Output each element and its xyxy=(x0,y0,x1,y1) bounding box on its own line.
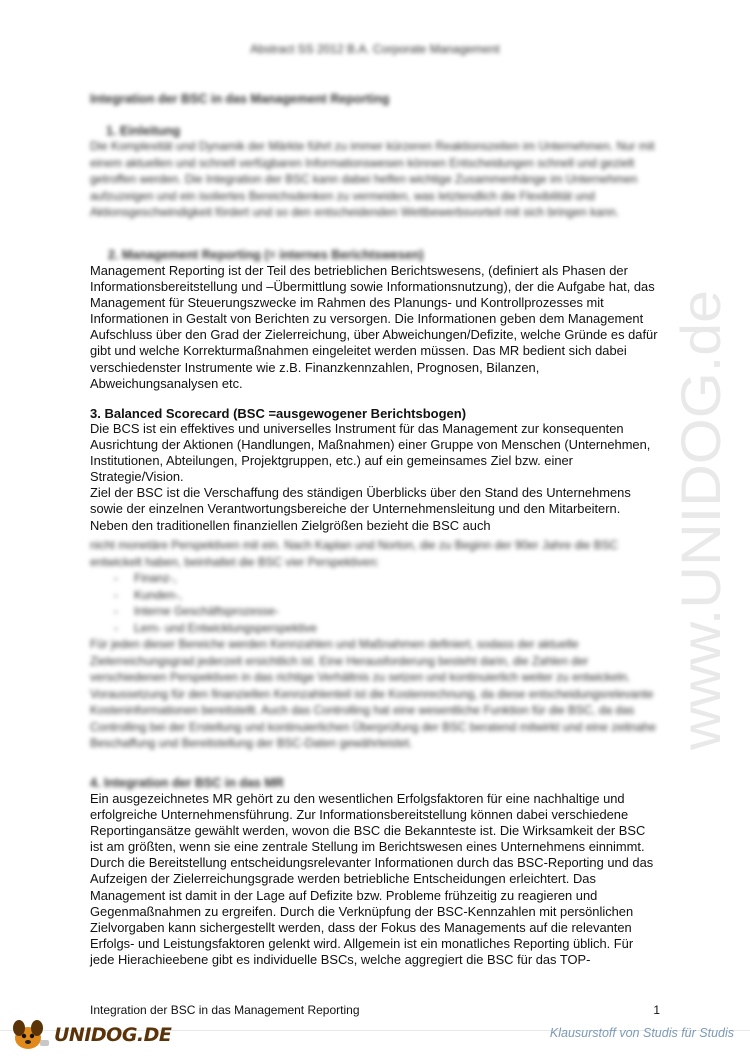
perspectives-intro: nicht monetäre Perspektiven mit ein. Nach Kaplan und Norton, die zu Beginn der 90er Jahre die BSC entwickelt haben, beinhaltet die BSC vier Perspektiven: xyxy=(90,538,618,569)
section-balanced-scorecard xyxy=(90,406,660,534)
section-management-reporting xyxy=(90,248,660,392)
section-heading: 1. Einleitung xyxy=(106,124,181,138)
document-title: Integration der BSC in das Management Reporting xyxy=(90,92,390,106)
section-heading: 4. Integration der BSC in das MR xyxy=(90,776,284,790)
watermark xyxy=(662,280,742,750)
section-body: Ein ausgezeichnetes MR gehört zu den wesentlichen Erfolgsfaktoren für eine nachhaltige und erfolgreiche Unternehmensführung. Zur Informationsbereitstellung können dabei verschiedene Reportingansätze gewählt werden, wovon die BSC die Bekannteste ist. Die Wirksamkeit der BSC ist am größten, wenn sie eine zentrale Stellung im Berichtswesen eines Unternehmens einnimmt. Durch die Bereitstellung entscheidungsrelevanter Informationen durch das BSC-Reporting und das Aufzeigen der Zielerreichungsgrade werden betriebliche Entscheidungen erleichtert. Das Management ist damit in der Lage auf Defizite bzw. Probleme frühzeitig zu reagieren und Gegenmaßnahmen zu ergreifen. Durch die Verknüpfung der BSC-Kennzahlen mit persönlichen Zielvorgaben kann sichergestellt werden, dass der Fokus des Managements auf die relevanten Erfolgs- und Leistungsfaktoren gelenkt wird. Allgemein ist ein monatliches Reporting üblich. Für jede Hierachieebene gibt es individuelle BSCs, welche aggregiert die BSC für das TOP- xyxy=(90,791,654,967)
section-balanced-scorecard-blurred xyxy=(90,537,660,752)
footer-title: Integration der BSC in das Management Reporting xyxy=(90,1003,360,1017)
section-integration xyxy=(90,776,660,968)
page-number: 1 xyxy=(653,1003,660,1017)
section-paragraph-1: Die BCS ist ein effektives und universelles Instrument für das Management zur konsequenten Ausrichtung der Aktionen (Handlungen, Maßnahmen) einer Gruppe von Menschen (Unternehmen, Institutionen, Abteilungen, Projektgruppen, etc.) auf ein gemeinsames Ziel bzw. einer Strategie/Vision. xyxy=(90,421,651,485)
list-item: - Kunden-, xyxy=(114,587,660,604)
section-heading: 2. Management Reporting (= internes Berichtswesen) xyxy=(108,248,424,262)
list-item: - Lern- und Entwicklungsperspektive xyxy=(114,620,660,637)
perspectives-detail: Für jeden dieser Bereiche werden Kennzahlen und Maßnahmen definiert, sodass der aktuelle Zielerreichungsgrad jederzeit ersichtlich ist. Eine Herausforderung besteht darin, die Zahlen der verschiedenen Perspektiven in das richtige Verhältnis zu setzen und kontinuierlich weiter zu entwickeln. Voraussetzung für den finanziellen Kennzahlenteil ist die Kostenrechnung, da diese entscheidungsrelevante Kosteninformationen bereitstellt. Auch das Controlling hat eine wesentliche Funktion für die BSC, da das Controlling bei der Erstellung und kontinuierlichen Überprüfung der BSC beratend mitwirkt und eine zeitnahe Beschaffung und Bereitstellung der BSC-Daten gewährleistet. xyxy=(90,637,656,750)
section-body: Die Komplexität und Dynamik der Märkte führt zu immer kürzeren Reaktionszeiten im Unternehmen. Nur mit einem aktuellen und schnell verfügbaren Informationswesen können Entscheidungen schnell und gezielt getroffen werden. Die Integration der BSC kann dabei helfen wichtige Zusammenhänge im Unternehmen aufzuzeigen und ein isoliertes Bereichsdenken zu vermeiden, was letztendlich die Flexibilität und Aktionsgeschwindigkeit fördert und so den entscheidenden Wettbewerbsvorteil mit sich bringen kann. xyxy=(90,139,655,219)
section-heading: 3. Balanced Scorecard (BSC =ausgewogener Berichtsbogen) xyxy=(90,406,467,421)
list-item: - Interne Geschäftsprozesse- xyxy=(114,603,660,620)
list-item: - Finanz-, xyxy=(114,570,660,587)
tagline: Klausurstoff von Studis für Studis xyxy=(549,1026,734,1040)
dog-mascot-icon xyxy=(6,1014,52,1054)
section-paragraph-2: Ziel der BSC ist die Verschaffung des ständigen Überblicks über den Stand des Unternehmens sowie der einzelnen Verantwortungsbereiche der Unternehmensleitung und den Mitarbeitern. Neben den traditionellen finanziellen Zielgrößen bezieht die BSC auch xyxy=(90,485,631,533)
section-body: Management Reporting ist der Teil des betrieblichen Berichtswesens, (definiert als Phasen der Informationsbereitstellung und –Übermittlung sowie Informationsnutzung), der die Aufgabe hat, das Management für Steuerungszwecke im Rahmen des Planungs- und Kontrollprozesses mit Informationen in Gestalt von Berichten zu versorgen. Die Informationen geben dem Management Aufschluss über den Grad der Zielerreichung, über Abweichungen/Defizite, welche Gründe es dafür gibt und welche Korrekturmaßnahmen eingeleitet werden müssen. Das MR bedient sich dabei verschiedenster Instrumente wie z.B. Finanzkennzahlen, Prognosen, Bilanzen, Abweichungsanalysen etc. xyxy=(90,263,658,391)
logo-text: UNIDOG.DE xyxy=(54,1024,172,1046)
unidog-logo[interactable] xyxy=(6,1014,176,1054)
running-head: Abstract SS 2012 B.A. Corporate Management xyxy=(250,42,500,56)
section-einleitung xyxy=(90,124,660,221)
watermark-text: www.UNIDOG.de xyxy=(669,314,732,750)
perspectives-list xyxy=(90,570,660,636)
